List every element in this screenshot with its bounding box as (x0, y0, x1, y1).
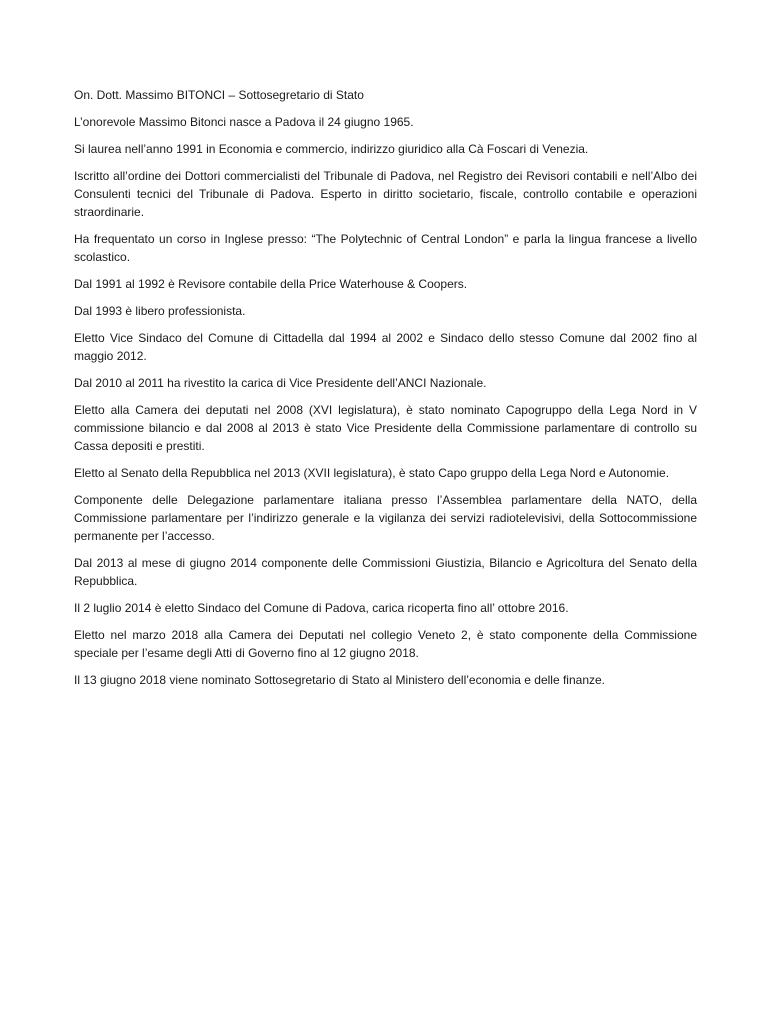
bio-paragraph-delegazione: Componente delle Delegazione parlamentare italiana presso l’Assemblea parlamentare della NATO, della Commissione parlamentare per l’indirizzo generale e la vigilanza dei servizi radiotelevisivi, della Sottocommissione permanente per l’accesso. (74, 493, 697, 543)
bio-paragraph-freelance: Dal 1993 è libero professionista. (74, 304, 246, 318)
document-title: On. Dott. Massimo BITONCI – Sottosegretario di Stato (74, 88, 364, 102)
bio-paragraph-camera-2018: Eletto nel marzo 2018 alla Camera dei Deputati nel collegio Veneto 2, è stato componente della Commissione speciale per l’esame degli Atti di Governo fino al 12 giugno 2018. (74, 628, 697, 660)
bio-paragraph-languages: Ha frequentato un corso in Inglese presso: “The Polytechnic of Central London” e parla la lingua francese a livello scolastico. (74, 232, 697, 264)
bio-paragraph-auditor: Dal 1991 al 1992 è Revisore contabile della Price Waterhouse & Coopers. (74, 277, 468, 291)
bio-paragraph-senato-2013: Eletto al Senato della Repubblica nel 2013 (XVII legislatura), è stato Capo gruppo della Lega Nord e Autonomie. (74, 466, 670, 480)
bio-paragraph-commissioni: Dal 2013 al mese di giugno 2014 componente delle Commissioni Giustizia, Bilancio e Agricoltura del Senato della Repubblica. (74, 556, 697, 588)
bio-paragraph-degree: Si laurea nell’anno 1991 in Economia e commercio, indirizzo giuridico alla Cà Foscari di Venezia. (74, 142, 589, 156)
bio-paragraph-registrations: Iscritto all’ordine dei Dottori commercialisti del Tribunale di Padova, nel Registro dei Revisori contabili e nell’Albo dei Consulenti tecnici del Tribunale di Padova. Esperto in diritto societario, fiscale, controllo contabile e operazioni straordinarie. (74, 169, 697, 219)
bio-paragraph-birth: L’onorevole Massimo Bitonci nasce a Padova il 24 giugno 1965. (74, 115, 414, 129)
bio-paragraph-sottosegretario: Il 13 giugno 2018 viene nominato Sottosegretario di Stato al Ministero dell’economia e delle finanze. (74, 673, 605, 687)
bio-paragraph-cittadella: Eletto Vice Sindaco del Comune di Cittadella dal 1994 al 2002 e Sindaco dello stesso Comune dal 2002 fino al maggio 2012. (74, 331, 697, 363)
bio-paragraph-sindaco-padova: Il 2 luglio 2014 è eletto Sindaco del Comune di Padova, carica ricoperta fino all’ ottobre 2016. (74, 601, 569, 615)
bio-paragraph-anci: Dal 2010 al 2011 ha rivestito la carica di Vice Presidente dell’ANCI Nazionale. (74, 376, 487, 390)
bio-paragraph-camera-2008: Eletto alla Camera dei deputati nel 2008 (XVI legislatura), è stato nominato Capogruppo della Lega Nord in V commissione bilancio e dal 2008 al 2013 è stato Vice Presidente della Commissione parlamentare di controllo su Cassa depositi e prestiti. (74, 403, 697, 453)
document-body (74, 86, 697, 698)
